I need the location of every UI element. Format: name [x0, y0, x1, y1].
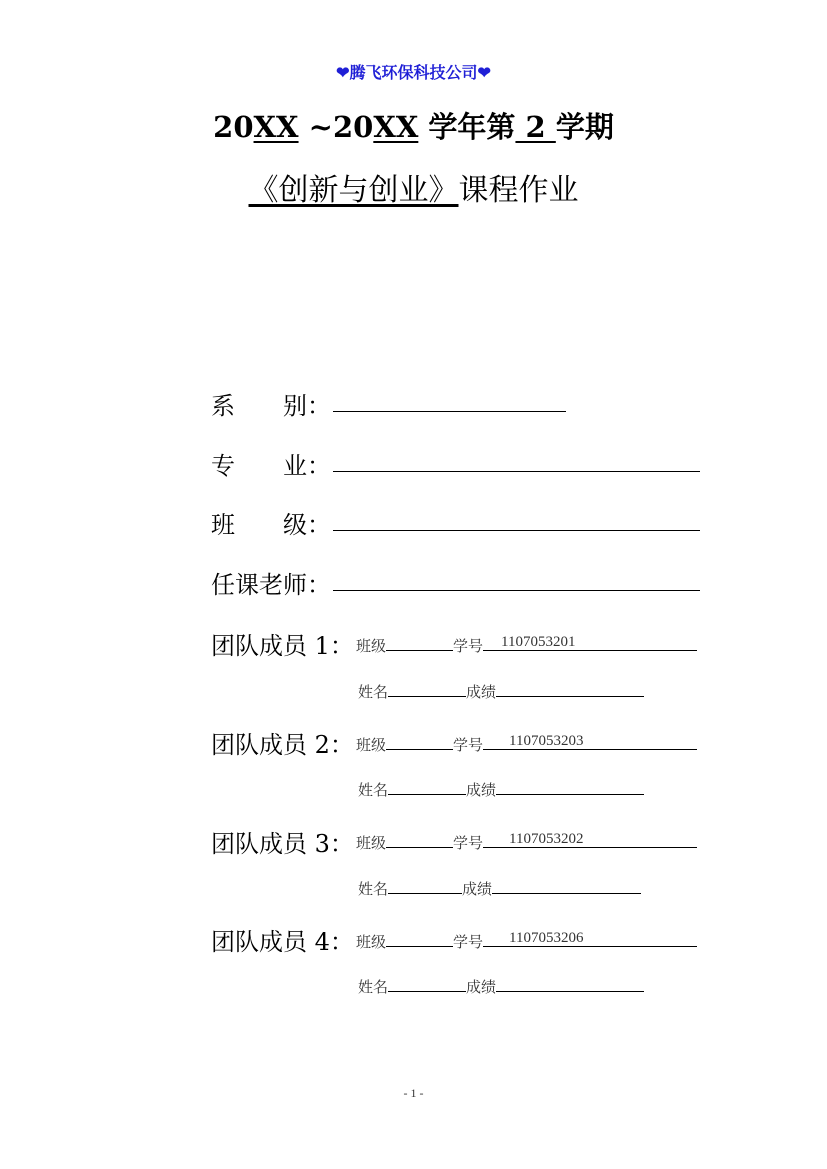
score-blank[interactable]: [496, 680, 644, 697]
class-blank[interactable]: [386, 930, 453, 947]
major-label: 专 业：: [211, 452, 331, 480]
department-label: 系 别：: [211, 392, 331, 420]
teacher-label: 任课老师：: [211, 571, 331, 599]
member-class-id-row: 班级 学号 1107053203: [356, 733, 697, 755]
academic-year-title: 20XX ~20XX 学年第 2 学期: [213, 110, 614, 144]
major-line[interactable]: [333, 471, 700, 472]
member-label: 团队成员 4：: [211, 928, 354, 956]
member-class-id-row: 班级 学号 1107053202: [356, 831, 697, 853]
class-blank[interactable]: [386, 831, 453, 848]
member-class-id-row: 班级 学号 1107053201: [356, 634, 697, 656]
class-blank[interactable]: [386, 733, 453, 750]
member-name-score-row: 姓名 成绩: [358, 680, 644, 702]
student-id-field[interactable]: 1107053206: [483, 930, 697, 947]
name-blank[interactable]: [388, 877, 462, 894]
member-name-score-row: 姓名 成绩: [358, 975, 644, 997]
company-header: ❤腾飞环保科技公司❤: [336, 63, 491, 82]
member-label: 团队成员 3：: [211, 830, 354, 858]
class-line[interactable]: [333, 530, 700, 531]
student-id-field[interactable]: 1107053201: [483, 634, 697, 651]
name-blank[interactable]: [388, 680, 466, 697]
name-blank[interactable]: [388, 778, 466, 795]
class-label: 班 级：: [211, 511, 331, 539]
score-blank[interactable]: [496, 778, 644, 795]
student-id-field[interactable]: 1107053202: [483, 831, 697, 848]
score-blank[interactable]: [492, 877, 641, 894]
teacher-line[interactable]: [333, 590, 700, 591]
member-label: 团队成员 2：: [211, 731, 354, 759]
member-name-score-row: 姓名 成绩: [358, 778, 644, 800]
class-blank[interactable]: [386, 634, 453, 651]
course-title: [0, 165, 827, 209]
student-id-field[interactable]: 1107053203: [483, 733, 697, 750]
page-number: - 1 -: [403, 1086, 424, 1100]
member-name-score-row: 姓名 成绩: [358, 877, 641, 899]
course-name: 《创新与创业》: [248, 173, 459, 208]
course-suffix: 课程作业: [458, 173, 579, 208]
member-label: 团队成员 1：: [211, 632, 354, 660]
member-class-id-row: 班级 学号 1107053206: [356, 930, 697, 952]
name-blank[interactable]: [388, 975, 466, 992]
score-blank[interactable]: [496, 975, 644, 992]
department-line[interactable]: [333, 411, 566, 412]
